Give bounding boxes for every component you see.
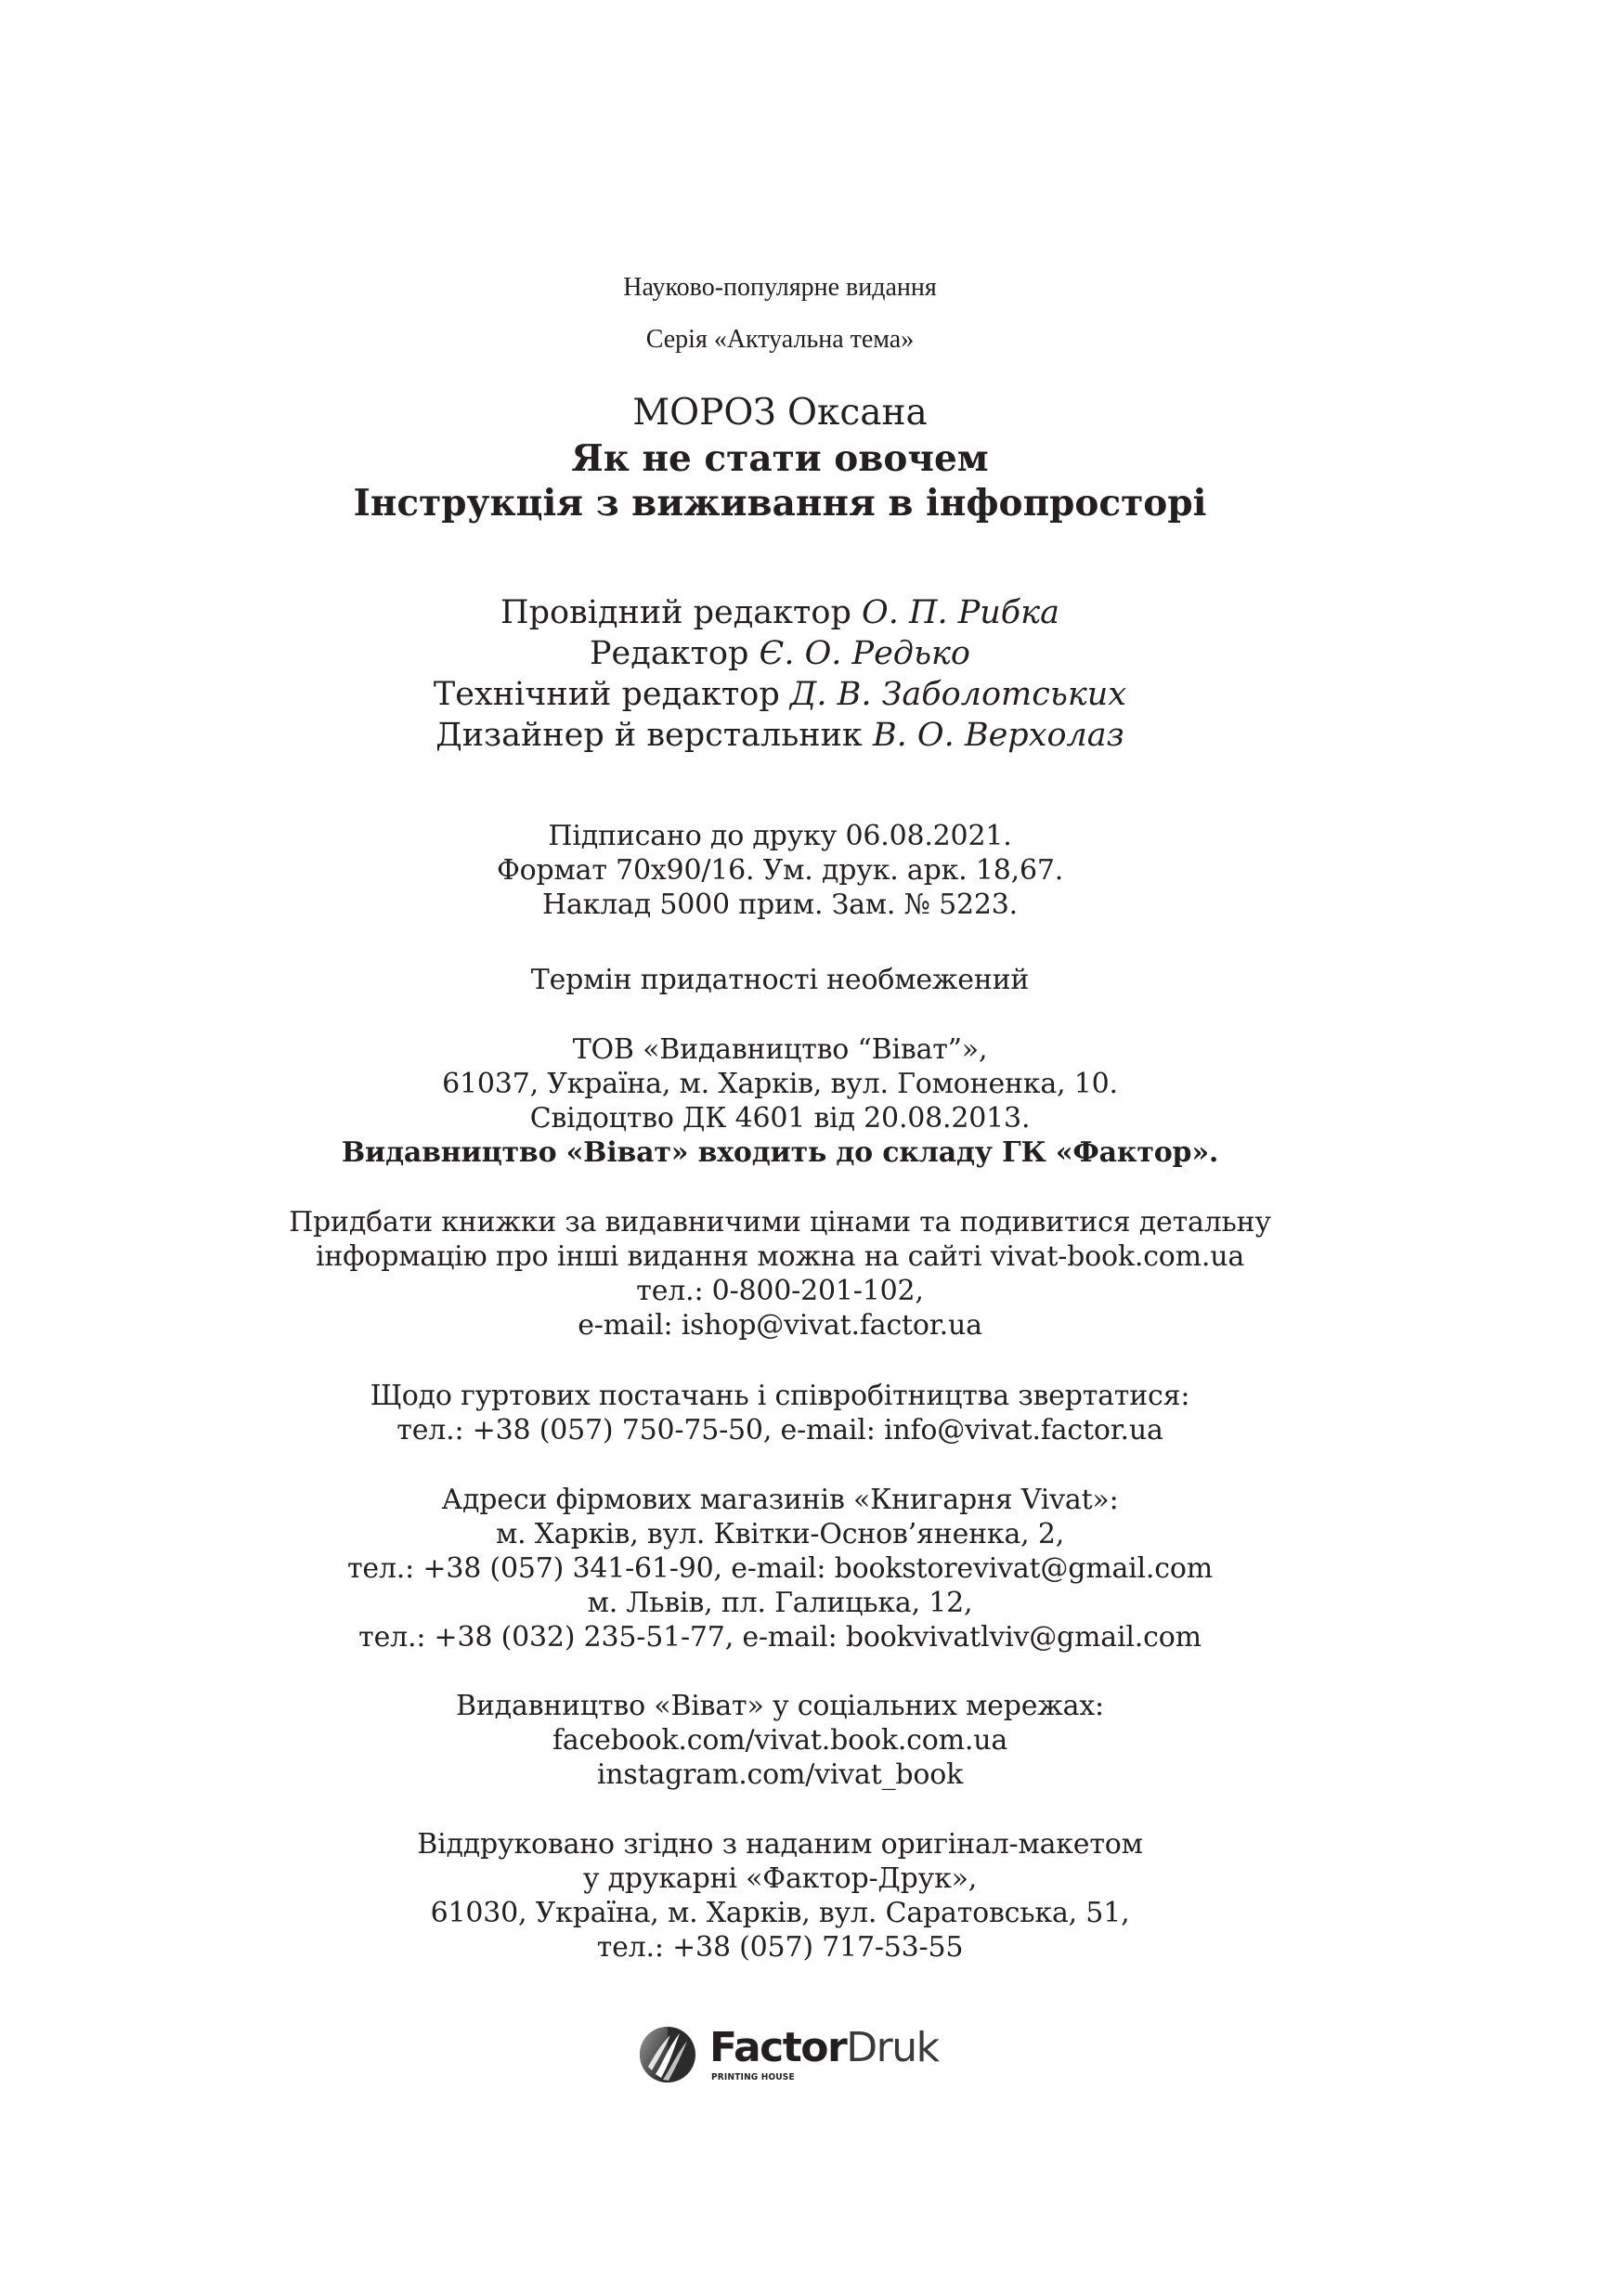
print-info-line: Наклад 5000 прим. Зам. № 5223.: [541, 889, 1019, 921]
stores-block: [0, 1483, 1560, 1654]
stores-line: тел.: +38 (032) 235-51-77, e-mail: bookvivatlviv@gmail.com: [358, 1621, 1202, 1654]
title-block: [0, 390, 1560, 525]
publisher-block: [0, 1032, 1560, 1170]
publisher-line: Свідоцтво ДК 4601 від 20.08.2013.: [529, 1102, 1031, 1135]
stores-line: м. Харків, вул. Квітки-Основ’яненка, 2,: [495, 1518, 1065, 1550]
genre-line: Науково-популярне видання: [623, 273, 937, 302]
social-line: Видавництво «Віват» у соціальних мережах:: [456, 1690, 1104, 1722]
wholesale-line: Щодо гуртових постачань і співробітництва звертатися:: [370, 1380, 1190, 1412]
purchase-line: інформацію про інші видання можна на сайті vivat-book.com.ua: [315, 1240, 1245, 1273]
stores-line: тел.: +38 (057) 341-61-90, e-mail: bookstorevivat@gmail.com: [347, 1552, 1213, 1585]
printer-line: Віддруковано згідно з наданим оригінал-макетом: [417, 1828, 1143, 1861]
credit-name: О. П. Рибка: [862, 594, 1059, 631]
social-block: [0, 1689, 1560, 1792]
shelf-life-block: [0, 963, 1560, 997]
credit-role: Провідний редактор: [500, 594, 851, 631]
print-info-line: Формат 70х90/16. Ум. друк. арк. 18,67.: [496, 854, 1064, 887]
printer-line: у друкарні «Фактор-Друк»,: [582, 1862, 978, 1895]
genre-block: [0, 271, 1560, 357]
printer-line: 61030, Україна, м. Харків, вул. Саратовська, 51,: [430, 1897, 1130, 1929]
factor-druk-logo-wordmark: [709, 2024, 939, 2072]
book-title: Як не стати овочем: [571, 437, 989, 480]
credit-name: Є. О. Редько: [759, 635, 970, 672]
print-info-line: Підписано до друку 06.08.2021.: [548, 820, 1012, 852]
credit-role: Редактор: [590, 635, 749, 672]
credit-name: В. О. Верхолаз: [872, 717, 1124, 754]
purchase-line: e-mail: ishop@vivat.factor.ua: [578, 1309, 982, 1342]
stores-line: м. Львів, пл. Галицька, 12,: [587, 1587, 973, 1619]
shelf-life-line: Термін придатності необмежений: [530, 964, 1030, 996]
credit-role: Технічний редактор: [433, 676, 780, 713]
social-link-facebook: facebook.com/vivat.book.com.ua: [552, 1724, 1008, 1757]
factor-druk-logo: [639, 2024, 939, 2098]
logo-word-druk: Druk: [846, 2024, 939, 2071]
credit-role: Дизайнер й верстальник: [435, 717, 863, 754]
publisher-line: 61037, Україна, м. Харків, вул. Гомоненка, 10.: [442, 1068, 1118, 1100]
factor-druk-logo-mark-icon: [639, 2026, 696, 2083]
book-subtitle: Інструкція з виживання в інфопросторі: [353, 482, 1207, 525]
stores-line: Адреси фірмових магазинів «Книгарня Vivat»:: [441, 1484, 1119, 1516]
credit-name: Д. В. Заболотських: [789, 676, 1127, 713]
social-link-instagram: instagram.com/vivat_book: [596, 1758, 964, 1791]
wholesale-line: тел.: +38 (057) 750-75-50, e-mail: info@vivat.factor.ua: [396, 1414, 1163, 1446]
credits-block: [0, 592, 1560, 756]
wholesale-block: [0, 1379, 1560, 1447]
print-info-block: [0, 819, 1560, 922]
credit-line: [0, 592, 1560, 633]
publisher-group-line: Видавництво «Віват» входить до складу ГК «Фактор».: [341, 1136, 1219, 1169]
publisher-line: ТОВ «Видавництво “Віват”»,: [572, 1033, 988, 1066]
purchase-line: Придбати книжки за видавничими цінами та подивитися детальну: [289, 1206, 1271, 1239]
printer-line: тел.: +38 (057) 717-53-55: [596, 1931, 964, 1964]
purchase-line: тел.: 0-800-201-102,: [636, 1275, 924, 1307]
book-author: МОРОЗ Оксана: [632, 392, 928, 434]
credit-line: [0, 633, 1560, 674]
purchase-block: [0, 1205, 1560, 1343]
credit-line: [0, 715, 1560, 756]
credit-line: [0, 674, 1560, 715]
logo-tagline: PRINTING HOUSE: [711, 2072, 795, 2082]
printer-block: [0, 1827, 1560, 1965]
logo-word-factor: Factor: [709, 2024, 847, 2071]
series-line: Серія «Актуальна тема»: [645, 325, 915, 354]
